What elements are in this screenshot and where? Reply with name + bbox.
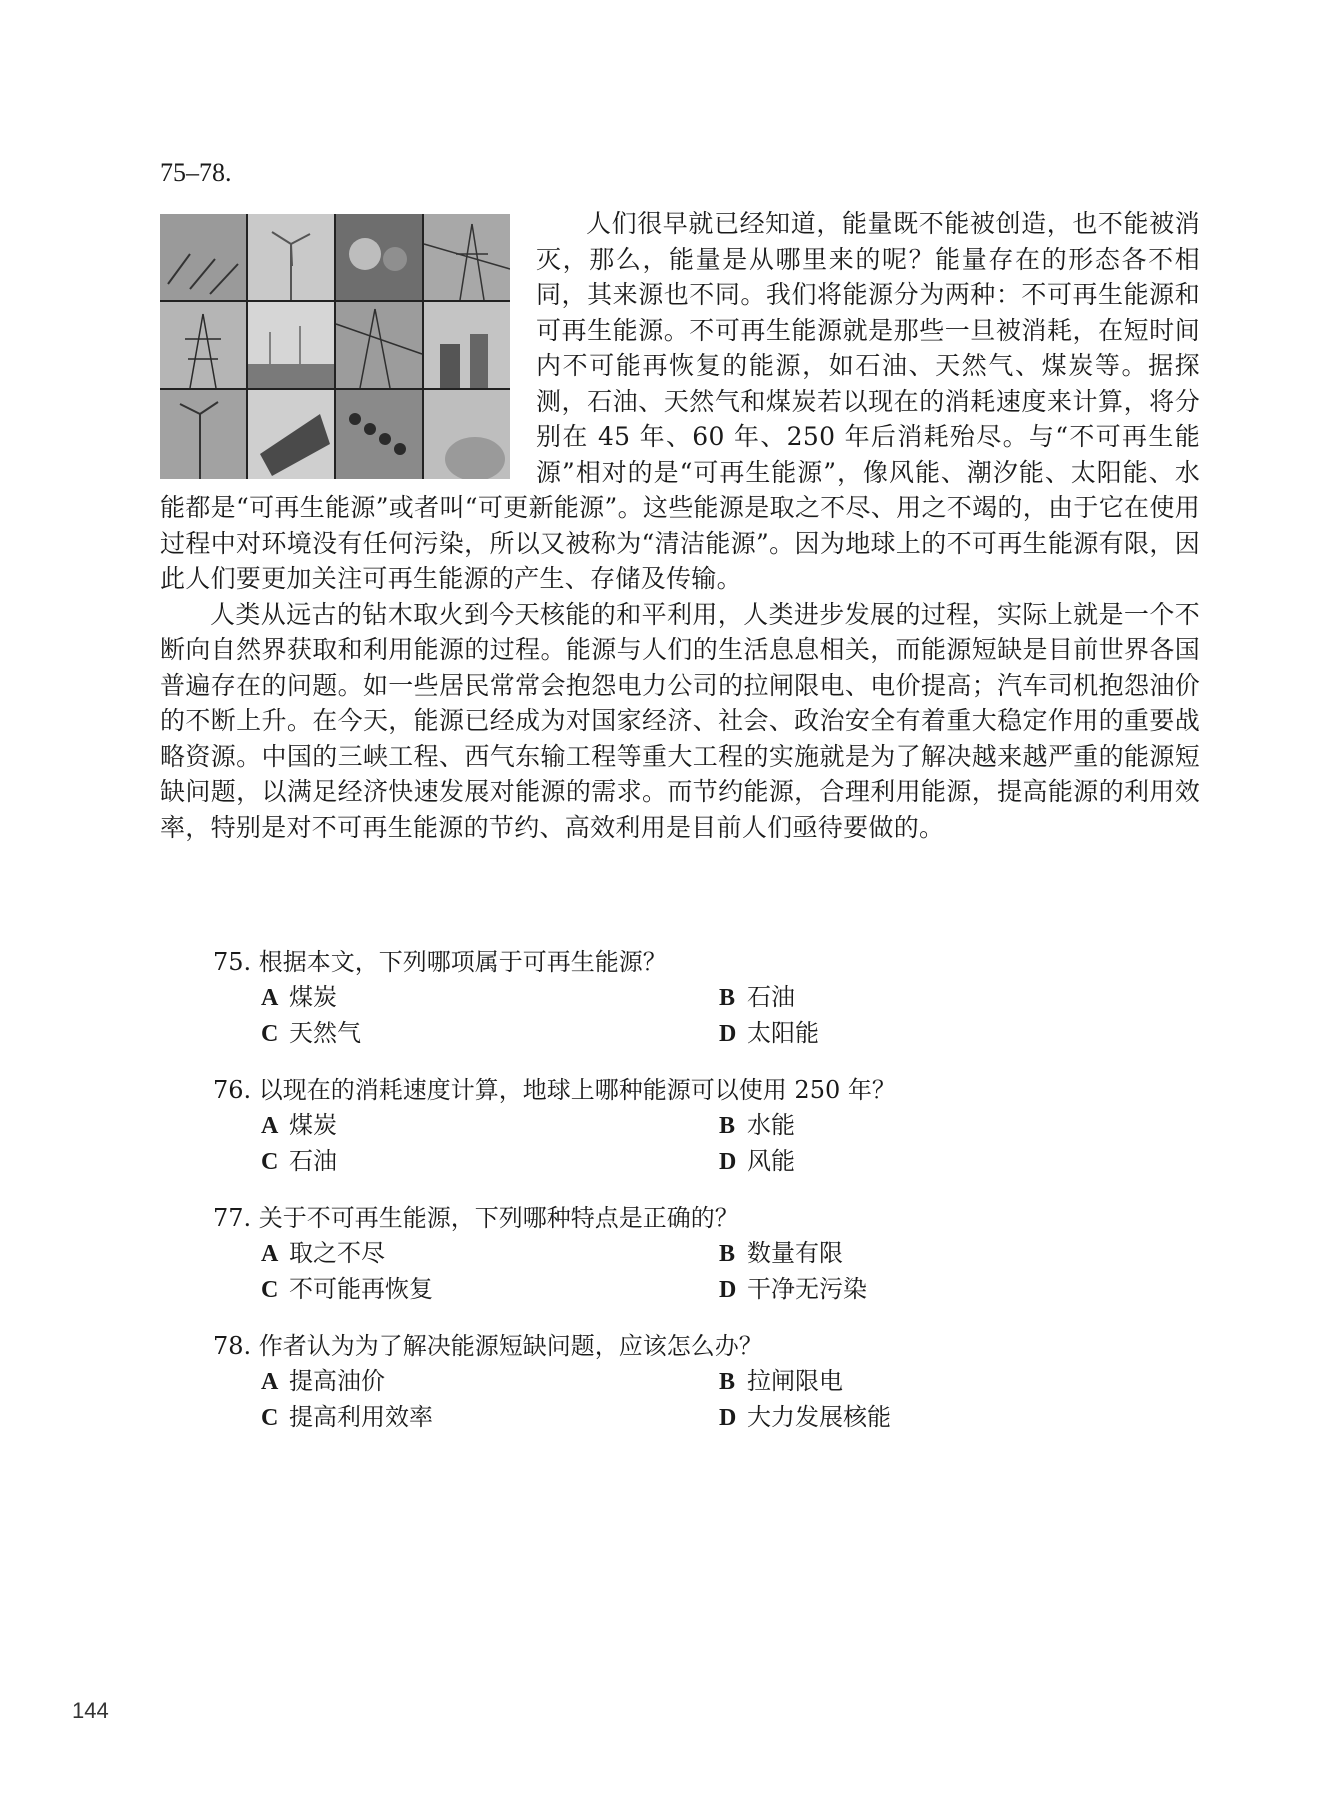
energy-photo-collage — [160, 214, 510, 479]
option-d[interactable]: D 干净无污染 — [719, 1275, 867, 1303]
option-a[interactable]: A 煤炭 — [261, 983, 337, 1011]
option-grid — [261, 1236, 1113, 1308]
option-d[interactable]: D 太阳能 — [719, 1019, 819, 1047]
option-c[interactable]: C 天然气 — [261, 1019, 361, 1047]
passage-paragraph-1 — [160, 206, 1200, 597]
option-c[interactable]: C 不可能再恢复 — [261, 1275, 433, 1303]
option-a[interactable]: A 提高油价 — [261, 1367, 385, 1395]
question-stem: 78. 作者认为为了解决能源短缺问题，应该怎么办？ — [213, 1332, 763, 1360]
option-b[interactable]: B 数量有限 — [719, 1239, 843, 1267]
option-b[interactable]: B 石油 — [719, 983, 795, 1011]
passage-paragraph-2: 人类从远古的钻木取火到今天核能的和平利用，人类进步发展的过程，实际上就是一个不断向自然界获取和利用能源的过程。能源与人们的生活息息相关，而能源短缺是目前世界各国普遍存在的问题。如一些居民常常会抱怨电力公司的拉闸限电、电价提高；汽车司机抱怨油价的不断上升。在今天，能源已经成为对国家经济、社会、政治安全有着重大稳定作用的重要战略资源。中国的三峡工程、西气东输工程等重大工程的实施就是为了解决越来越严重的能源短缺问题，以满足经济快速发展对能源的需求。而节约能源，合理利用能源，提高能源的利用效率，特别是对不可再生能源的节约、高效利用是目前人们亟待要做的。 — [160, 599, 1200, 842]
paragraph-1-text: 人们很早就已经知道，能量既不能被创造，也不能被消灭，那么，能量是从哪里来的呢？能量存在的形态各不相同，其来源也不同。我们将能源分为两种：不可再生能源和可再生能源。不可再生能源就是那些一旦被消耗，在短时间内不可能再恢复的能源，如石油、天然气、煤炭等。据探测，石油、天然气和煤炭若以现在的消耗速度来计算，将分别在 45 年、60 年、250 年后消耗殆尽。与“不可再生能源”相对的是“可再生能源”，像风能、潮汐能、太阳能、水能都是“可再生能源”或者叫“可更新能源”。这些能源是取之不尽、用之不竭的，由于它在使用过程中对环境没有任何污染，所以又被称为“清洁能源”。因为地球上的不可再生能源有限，因此人们要更加关注可再生能源的产生、存储及传输。 — [160, 209, 1200, 593]
question-75 — [213, 944, 1113, 1052]
question-stem: 77. 关于不可再生能源，下列哪种特点是正确的？ — [213, 1204, 739, 1232]
question-76 — [213, 1072, 1113, 1180]
option-b[interactable]: B 拉闸限电 — [719, 1367, 843, 1395]
section-label: 75–78. — [160, 158, 232, 187]
option-a[interactable]: A 煤炭 — [261, 1111, 337, 1139]
option-d[interactable]: D 大力发展核能 — [719, 1403, 891, 1431]
page-number: 144 — [72, 1698, 109, 1723]
option-c[interactable]: C 提高利用效率 — [261, 1403, 433, 1431]
option-grid — [261, 1364, 1113, 1436]
question-77 — [213, 1200, 1113, 1308]
option-grid — [261, 980, 1113, 1052]
question-stem: 76. 以现在的消耗速度计算，地球上哪种能源可以使用 250 年？ — [213, 1076, 896, 1104]
option-grid — [261, 1108, 1113, 1180]
question-stem: 75. 根据本文，下列哪项属于可再生能源？ — [213, 948, 667, 976]
option-c[interactable]: C 石油 — [261, 1147, 337, 1175]
question-list — [213, 944, 1113, 1456]
option-a[interactable]: A 取之不尽 — [261, 1239, 385, 1267]
option-b[interactable]: B 水能 — [719, 1111, 795, 1139]
option-d[interactable]: D 风能 — [719, 1147, 795, 1175]
reading-passage — [160, 206, 1200, 845]
question-78 — [213, 1328, 1113, 1436]
